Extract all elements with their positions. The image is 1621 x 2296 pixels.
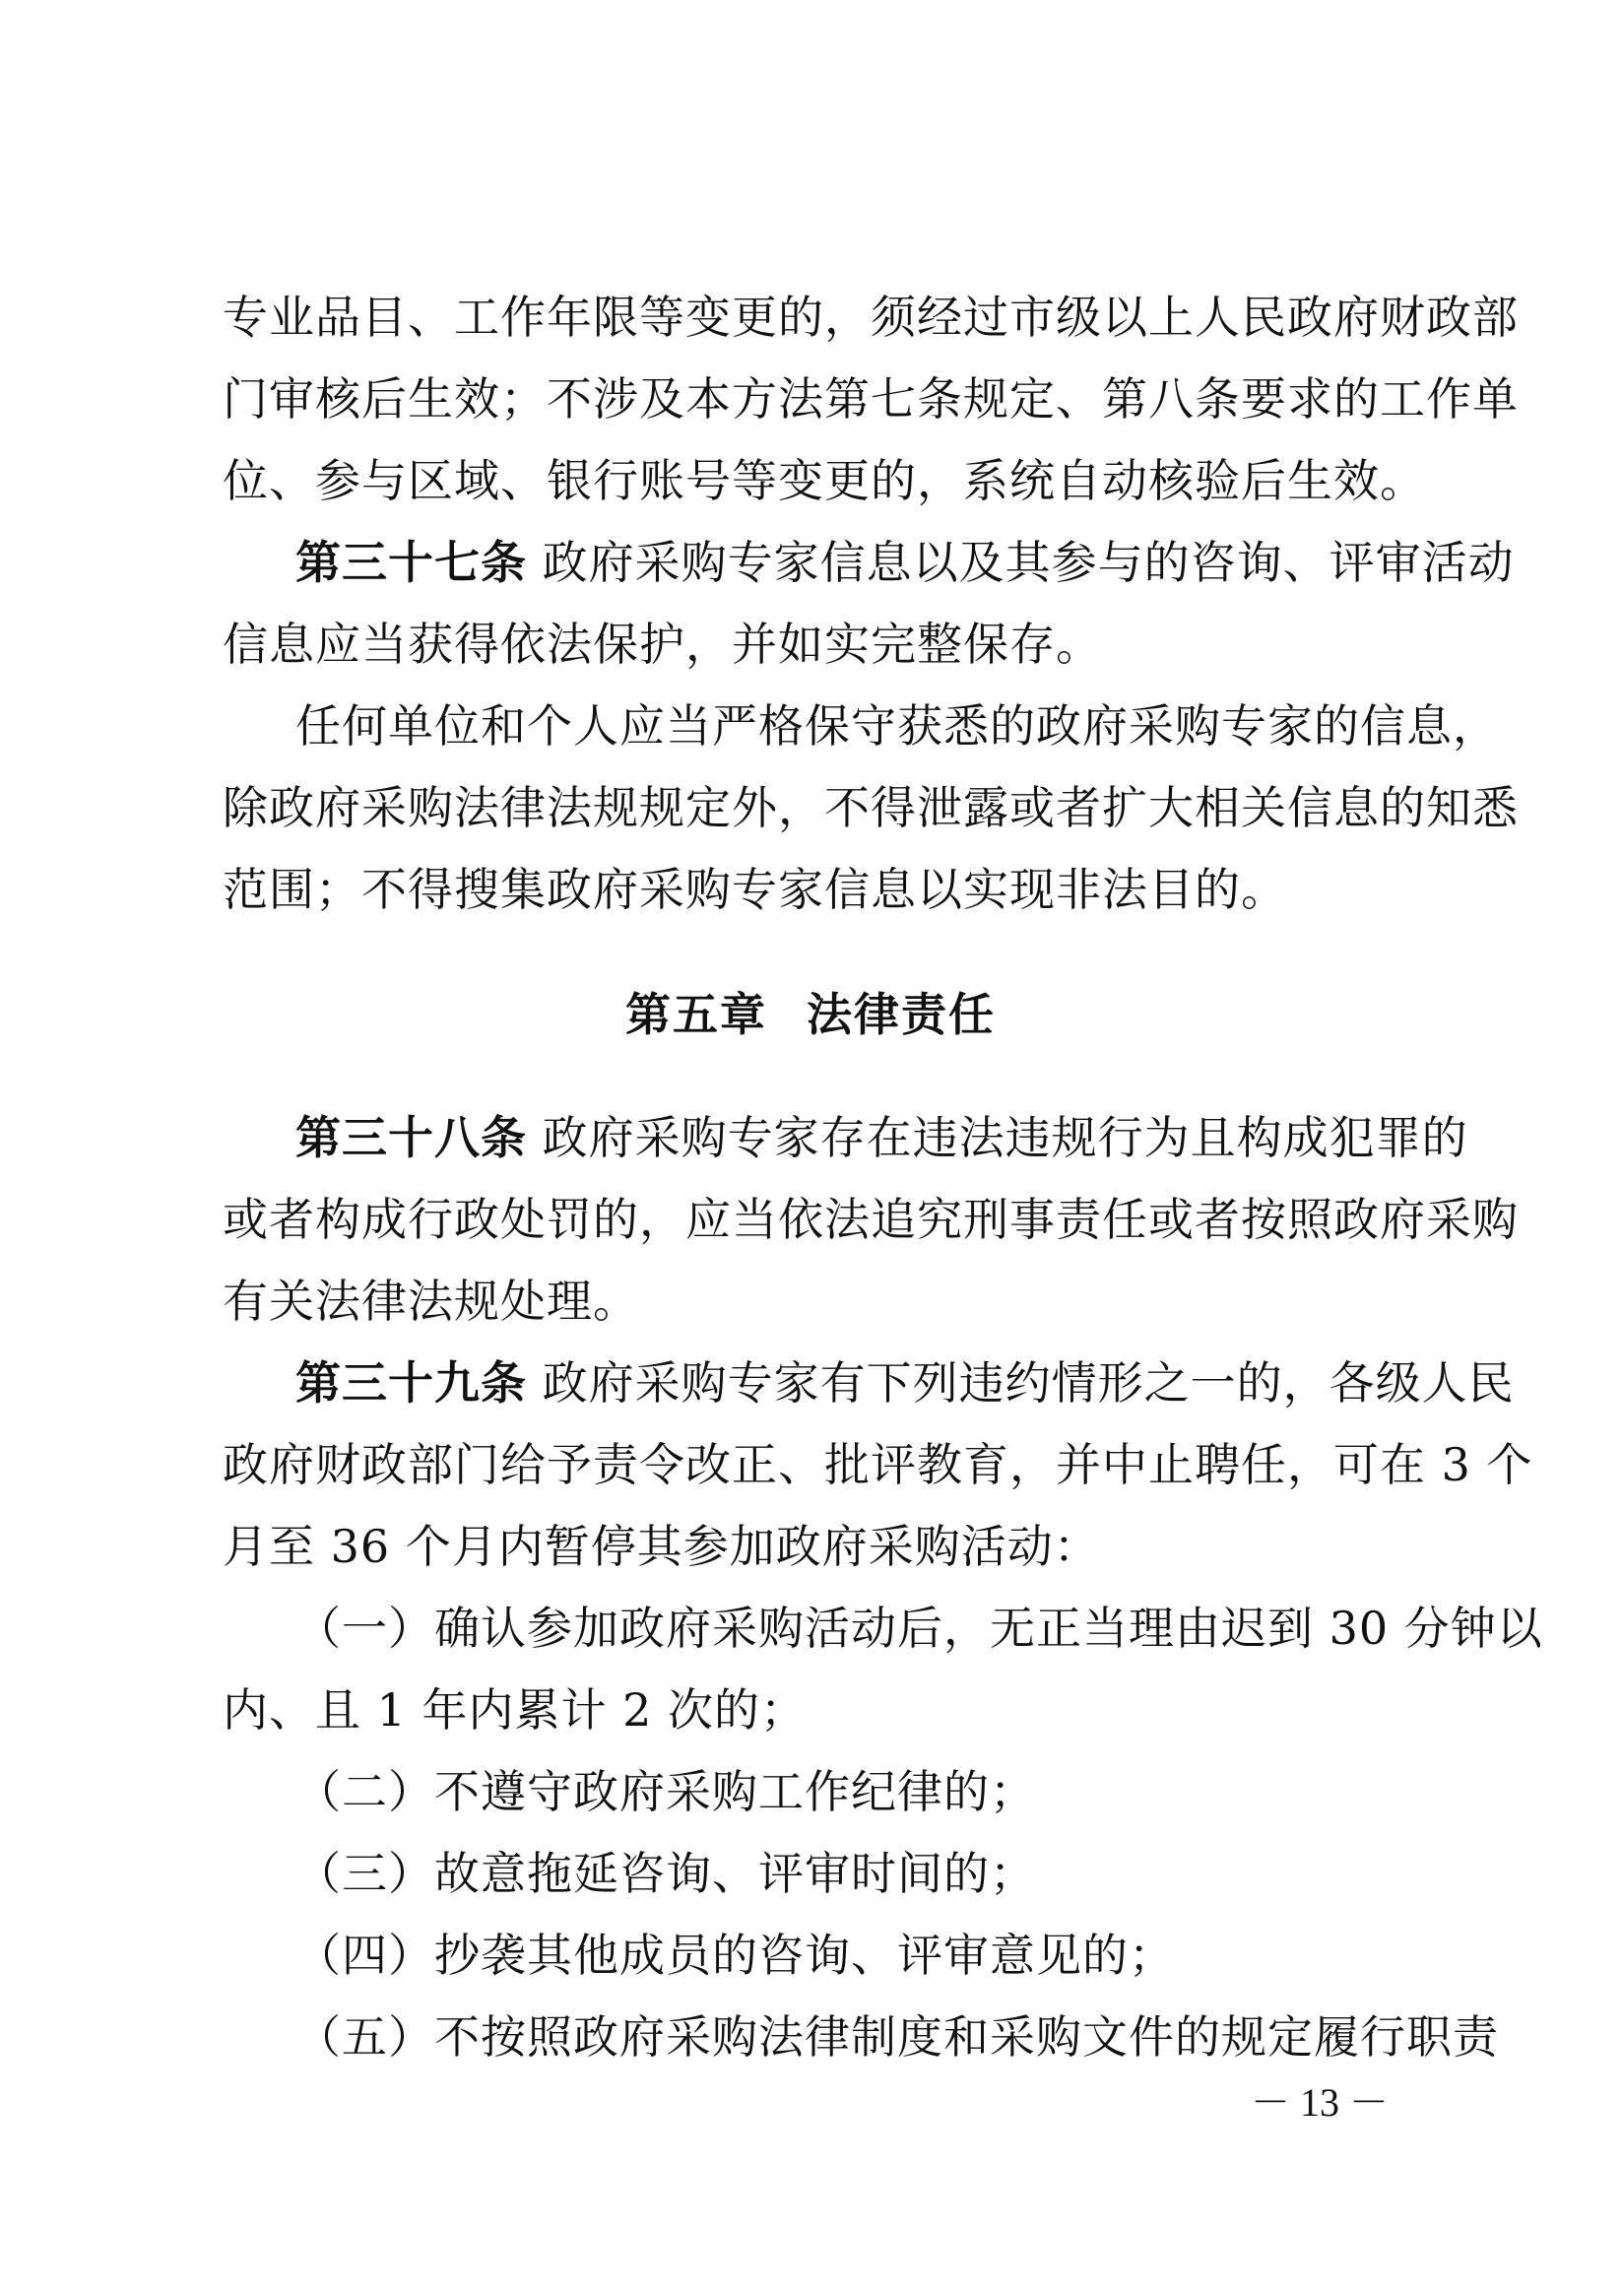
list-item: （二）不遵守政府采购工作纪律的；: [295, 1765, 1036, 1818]
list-item: （一）确认参加政府采购活动后，无正当理由迟到 30 分钟以: [295, 1602, 1543, 1655]
article-38-text: 政府采购专家存在违法违规行为且构成犯罪的: [527, 1111, 1468, 1164]
paragraph-line: 范围；不得搜集政府采购专家信息以实现非法目的。: [223, 863, 1287, 916]
paragraph-line: 专业品目、工作年限等变更的，须经过市级以上人民政府财政部: [223, 291, 1519, 344]
article-39-heading: 第三十九条: [295, 1356, 527, 1410]
article-37-line-1: [295, 533, 1515, 592]
chapter-heading: [0, 985, 1621, 1044]
chapter-title: 法律责任: [807, 988, 996, 1041]
paragraph-line: 除政府采购法律法规规定外，不得泄露或者扩大相关信息的知悉: [223, 781, 1519, 834]
page-number: － 13 －: [1251, 2080, 1389, 2125]
list-item: 内、且 1 年内累计 2 次的；: [223, 1683, 808, 1737]
article-38-heading: 第三十八条: [295, 1111, 527, 1164]
article-39-text: 政府采购专家有下列违约情形之一的，各级人民: [527, 1356, 1515, 1410]
paragraph-line: 门审核后生效；不涉及本方法第七条规定、第八条要求的工作单: [223, 372, 1519, 426]
article-39-line-1: [295, 1353, 1515, 1412]
list-item: （三）故意拖延咨询、评审时间的；: [295, 1847, 1036, 1900]
article-38-line-3: 有关法律法规处理。: [223, 1275, 639, 1328]
list-item: （五）不按照政府采购法律制度和采购文件的规定履行职责: [295, 2010, 1499, 2064]
chapter-number: 第五章: [625, 988, 767, 1041]
article-39-line-2: 政府财政部门给予责令改正、批评教育，并中止聘任，可在 3 个: [223, 1438, 1533, 1491]
article-39-line-3: 月至 36 个月内暂停其参加政府采购活动：: [223, 1520, 1100, 1573]
article-37-heading: 第三十七条: [295, 536, 527, 589]
list-item: （四）抄袭其他成员的咨询、评审意见的；: [295, 1929, 1175, 1982]
article-38-line-1: [295, 1108, 1468, 1167]
article-37-line-2: 信息应当获得依法保护，并如实完整保存。: [223, 618, 1102, 671]
paragraph-line: 位、参与区域、银行账号等变更的，系统自动核验后生效。: [223, 454, 1426, 507]
article-38-line-2: 或者构成行政处罚的，应当依法追究刑事责任或者按照政府采购: [223, 1193, 1519, 1246]
paragraph-line: 任何单位和个人应当严格保守获悉的政府采购专家的信息，: [295, 699, 1499, 753]
article-37-text: 政府采购专家信息以及其参与的咨询、评审活动: [527, 536, 1515, 589]
